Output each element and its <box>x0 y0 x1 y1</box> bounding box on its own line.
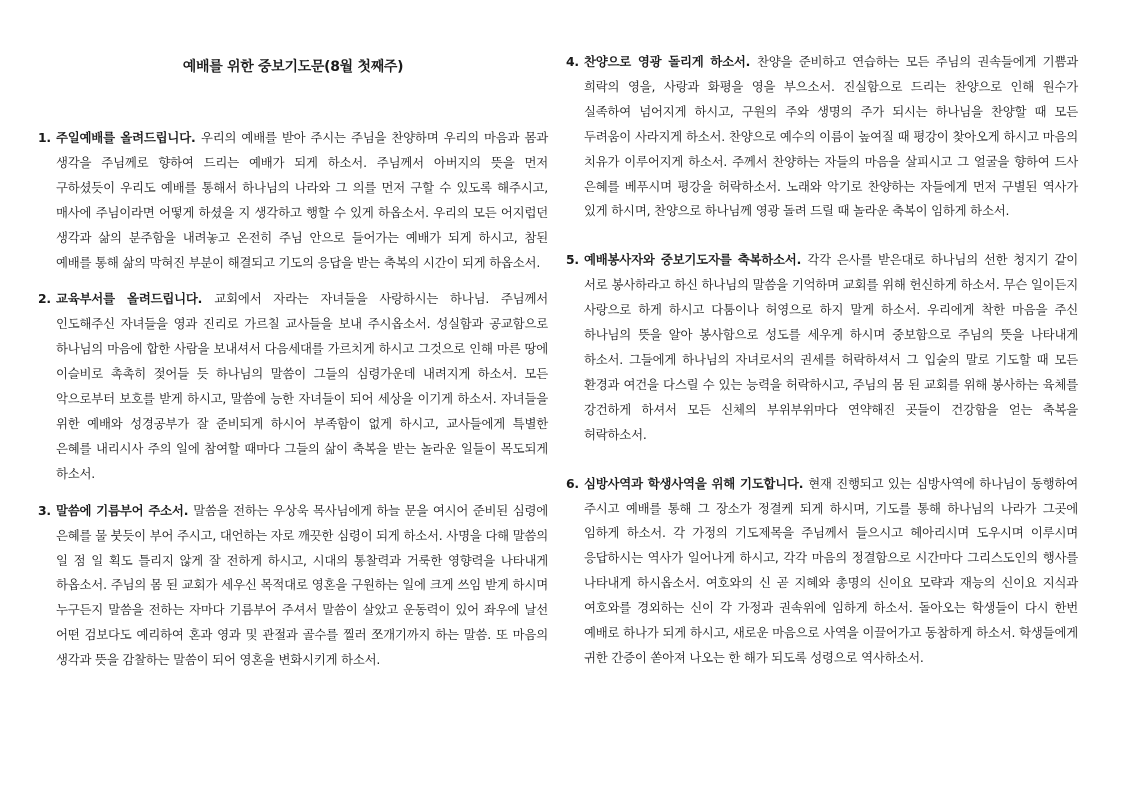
prayer-number: 3. <box>38 502 51 518</box>
prayer-heading: 찬양으로 영광 돌리게 하소서. <box>584 54 757 69</box>
prayer-body: 우리의 예배를 받아 주시는 주님을 찬양하며 우리의 마음과 몸과 생각을 주님께로 향하여 드리는 예배가 되게 하소서. 주님께서 아버지의 뜻을 먼저 구하셨듯이 우리도 예배를 통해서 하나님의 나라와 그 의를 먼저 구할 수 있도록 해주시고, 매사에 주님이라면 어떻게 하셨을 지 생각하고 행할 수 있게 하옵소서. 우리의 모든 어지럽던 생각과 삶의 분주함을 내려놓고 온전히 주님 안으로 들어가는 예배가 되게 하시고, 참된 예배를 통해 삶의 막혀진 부분이 해결되고 기도의 응답을 받는 축복의 시간이 되게 하옵소서. <box>56 130 548 270</box>
prayer-number: 6. <box>566 475 579 491</box>
prayer-body: 말씀을 전하는 우상욱 목사님에게 하늘 문을 여시어 준비된 심령에 은혜를 물 붓듯이 부어 주시고, 대언하는 자로 깨끗한 심령이 되게 하소서. 사명을 다해 말씀의 일 점 일 획도 틀리지 않게 잘 전하게 하시고, 시대의 통찰력과 거룩한 영향력을 나타내게 하옵소서. 주님의 몸 된 교회가 세우신 목적대로 영혼을 구원하는 일에 크게 쓰임 받게 하시며 누구든지 말씀을 전하는 자마다 기름부어 주셔서 말씀이 살았고 운동력이 있어 좌우에 날선 어떤 검보다도 예리하여 혼과 영과 및 관절과 골수를 찔러 쪼개기까지 하는 말씀. 또 마음의 생각과 뜻을 감찰하는 말씀이 되어 영혼을 변화시키게 하소서. <box>56 502 549 668</box>
prayer-number: 2. <box>38 291 51 307</box>
prayer-body: 각각 은사를 받은대로 하나님의 선한 청지기 같이 서로 봉사하라고 하신 하나님의 말씀을 기억하며 교회를 위해 헌신하게 하소서. 무슨 일이든지 사랑으로 하게 하시고 다툼이나 허영으로 하지 말게 하소서. 우리에게 착한 마음을 주신 하나님의 뜻을 알아 봉사함으로 성도를 세우게 하시며 중보함으로 주님의 뜻을 나타내게 하소서. 그들에게 하나님의 자녀로서의 권세를 허락하셔서 그 입술의 말로 기도할 때 모든 환경과 여건을 다스릴 수 있는 능력을 허락하시고, 주님의 몸 된 교회를 위해 봉사하는 육체를 강건하게 하셔서 모든 신체의 부위부위마다 연약해진 곳들이 건강함을 얻는 축복을 허락하소서. <box>584 252 1078 442</box>
prayer-body: 찬양을 준비하고 연습하는 모든 주님의 권속들에게 기쁨과 희락의 영을, 사랑과 화평을 영을 부으소서. 진실함으로 드리는 찬양으로 인해 원수가 실족하여 넘어지게 하시고, 구원의 주와 생명의 주가 되시는 하나님을 찬양할 때 모든 두려움이 사라지게 하소서. 찬양으로 예수의 이름이 높여질 때 평강이 찾아오게 하시고 마음의 치유가 이루어지게 하소서. 주께서 찬양하는 자들의 마음을 살피시고 그 얼굴을 향하여 드사 은혜를 베푸시며 평강을 허락하소서. 노래와 악기로 찬양하는 자들에게 먼저 구별된 역사가 있게 하시며, 찬양으로 하나님께 영광 돌려 드릴 때 놀라운 축복이 임하게 하소서. <box>584 54 1078 219</box>
prayer-item-6 <box>566 472 1078 671</box>
prayer-heading: 주일예배를 올려드립니다. <box>56 130 201 145</box>
prayer-item-1 <box>38 126 548 275</box>
prayer-item-3 <box>38 499 548 673</box>
prayer-heading: 심방사역과 학생사역을 위해 기도합니다. <box>584 475 809 491</box>
prayer-number: 4. <box>566 54 579 69</box>
prayer-number: 1. <box>38 130 51 145</box>
prayer-heading: 예배봉사자와 중보기도자를 축복하소서. <box>584 252 808 268</box>
prayer-body: 교회에서 자라는 자녀들을 사랑하시는 하나님. 주님께서 인도해주신 자녀들을 영과 진리로 가르칠 교사들을 보내 주시옵소서. 성실함과 공교함으로 하나님의 마음에 합한 사람을 보내셔서 다음세대를 가르치게 하시고 그것으로 인해 마른 땅에 이슬비로 촉촉히 젖어들 듯 하나님의 말씀이 그들의 심령가운데 내려지게 하소서. 모든 악으로부터 보호를 받게 하시고, 말씀에 능한 자녀들이 되어 세상을 이기게 하소서. 자녀들을 위한 예배와 성경공부가 잘 준비되게 하시어 부족함이 없게 하시고, 교사들에게 특별한 은혜를 내리시사 주의 일에 참여할 때마다 그들의 삶이 축복을 받는 놀라운 일들이 목도되게 하소서. <box>56 291 548 481</box>
prayer-item-5 <box>566 248 1078 447</box>
prayer-body: 현재 진행되고 있는 심방사역에 하나님이 동행하여 주시고 예배를 통해 그 장소가 정결케 되게 하시며, 기도를 통해 하나님의 나라가 그곳에 임하게 하소서. 각 가정의 기도제목을 주님께서 들으시고 헤아리시며 도우시며 이루시며 응답하시는 역사가 일어나게 하시고, 각각 마음의 정결함으로 시간마다 그리스도인의 행사를 나타내게 하시옵소서. 여호와의 신 곧 지혜와 총명의 신이요 모략과 재능의 신이요 지식과 여호와를 경외하는 신이 각 가정과 권속위에 임하게 하소서. 돌아오는 학생들이 다시 한번 예배로 하나가 되게 하시고, 새로운 마음으로 사역을 이끌어가고 동참하게 하소서. 학생들에게 귀한 간증이 쏟아져 나오는 한 해가 되도록 성령으로 역사하소서. <box>584 475 1078 665</box>
right-column <box>566 0 1078 671</box>
left-column <box>38 0 548 673</box>
prayer-item-2 <box>38 287 548 486</box>
prayer-number: 5. <box>566 252 579 268</box>
prayer-heading: 교육부서를 올려드립니다. <box>56 291 215 307</box>
document-title: 예배를 위한 중보기도문(8월 첫째주) <box>182 59 404 75</box>
prayer-item-4 <box>566 50 1078 224</box>
prayer-heading: 말씀에 기름부어 주소서. <box>56 502 194 518</box>
